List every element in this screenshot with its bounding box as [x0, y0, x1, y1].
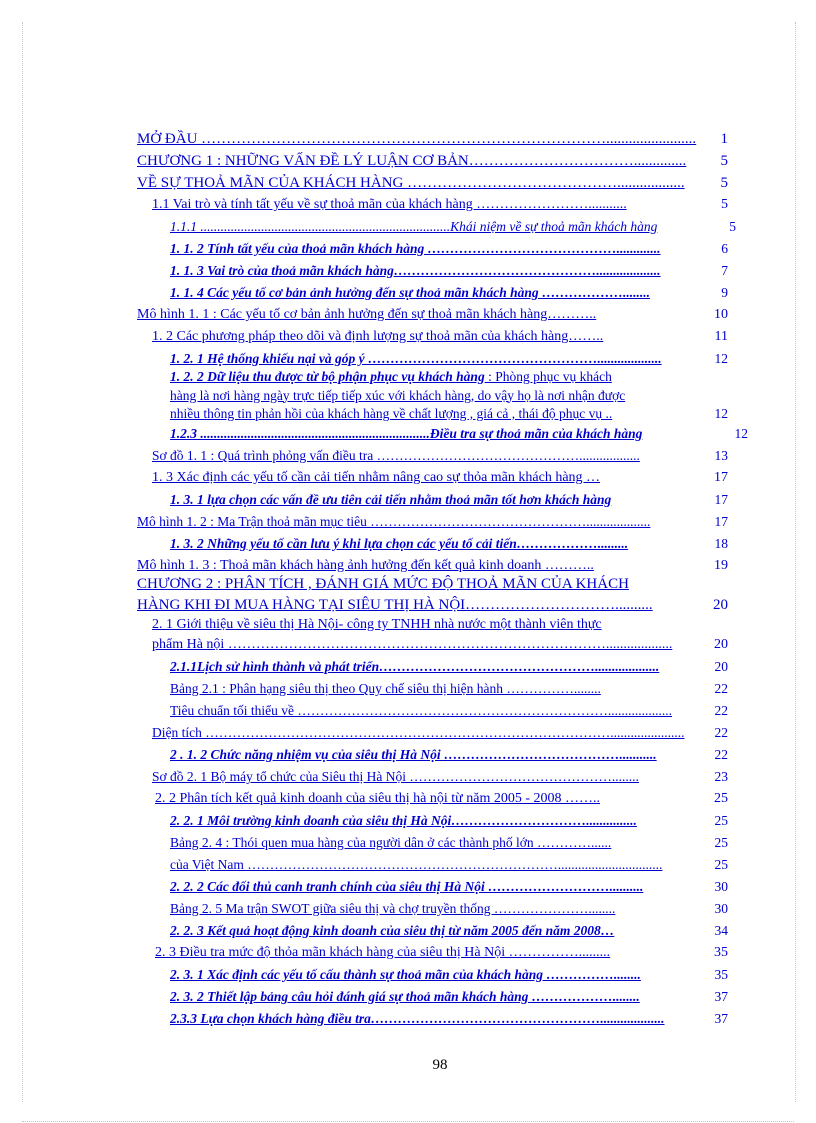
toc-entry-chapter-2[interactable]: CHƯƠNG 2 : PHÂN TÍCH , ĐÁNH GIÁ MỨC ĐỘ THOẢ MÃN CỦA KHÁCH: [137, 576, 629, 592]
toc-page-number: 30: [714, 879, 728, 894]
toc-page-number: 22: [714, 703, 728, 718]
toc-page-number: 20: [713, 597, 728, 613]
toc-entry-chapter-2-cont[interactable]: HÀNG KHI ĐI MUA HÀNG TẠI SIÊU THỊ HÀ NỘI………………………….......... 20: [137, 597, 728, 613]
toc-entry-model-1-3[interactable]: Mô hình 1. 3 : Thoả mãn khách hàng ảnh hưởng đến kết quả kinh doanh ……….. 19: [137, 558, 728, 573]
toc-page-number: 20: [714, 637, 728, 652]
toc-entry-area[interactable]: Diện tích ………………………………………………………………………………...................... 22: [152, 725, 728, 740]
toc-entry-chapter-1[interactable]: CHƯƠNG 1 : NHỮNG VẤN ĐỀ LÝ LUẬN CƠ BẢN…………………………….............. 5: [137, 153, 728, 169]
toc-page-number: 5: [729, 219, 736, 234]
toc-line: nhiều thông tin phản hồi của khách hàng về chất lượng , giá cả , thái độ phục vụ .. 12: [170, 405, 728, 424]
toc-page-number: 12: [734, 426, 748, 441]
toc-entry-1-2-3[interactable]: 1.2.3 ....................................................................Điều tra sự thoả mãn của khách hàng 12: [170, 426, 748, 441]
toc-entry-2-3[interactable]: 2. 3 Điều tra mức độ thỏa mãn khách hàng của siêu thị Hà Nội ……………......... 35: [155, 945, 728, 960]
toc-line: hàng là nơi hàng ngày trực tiếp tiếp xúc với khách hàng, do vậy họ là nơi nhận được: [170, 387, 626, 403]
toc-entry-min-standard[interactable]: Tiêu chuẩn tối thiểu về ……………………………………………………………................... 22: [170, 703, 728, 718]
toc-entry-2-2-1[interactable]: 2. 2. 1 Môi trường kinh doanh của siêu thị Hà Nội…………………………............... 25: [170, 813, 728, 828]
toc-entry-2-1-cont[interactable]: phẩm Hà nội ………………………………………………………………………................... 20: [152, 637, 728, 652]
toc-page-number: 17: [714, 492, 728, 507]
toc-page-number: 25: [714, 791, 728, 806]
toc-entry-mo-dau[interactable]: MỞ ĐẦU ………………………………………………………………………........................ 1: [137, 131, 728, 147]
toc-entry-model-1-2[interactable]: Mô hình 1. 2 : Ma Trận thoả mãn mục tiêu …………………………………………................... 17: [137, 514, 728, 529]
toc-entry-1-3-1[interactable]: 1. 3. 1 lựa chọn các vấn đề ưu tiên cải tiến nhằm thoả mãn tốt hơn khách hàng 17: [170, 492, 728, 507]
page-edge: [22, 1121, 794, 1122]
toc-entry-1-3[interactable]: 1. 3 Xác định các yếu tố cần cải tiến nhằm nâng cao sự thỏa mãn khách hàng … 17: [152, 470, 728, 485]
toc-entry-diagram-1-1[interactable]: Sơ đồ 1. 1 : Quá trình phỏng vấn điều tra ……………………………………….................. 13: [152, 448, 728, 463]
page-number: 98: [432, 1057, 448, 1073]
toc-entry-2-2-3[interactable]: 2. 2. 3 Kết quả hoạt động kinh doanh của siêu thị từ năm 2005 đến năm 2008… 34: [170, 923, 728, 938]
toc-entry-2-3-1[interactable]: 2. 3. 1 Xác định các yếu tố cấu thành sự thoả mãn của khách hàng ……………........ 35: [170, 967, 728, 982]
toc-page-number: 30: [714, 901, 728, 916]
toc-page-number: 22: [714, 747, 728, 762]
toc-page-number: 12: [714, 351, 728, 366]
toc-entry-1-1[interactable]: 1.1 Vai trò và tính tất yếu về sự thoả mãn của khách hàng ……………………........... 5: [152, 197, 728, 212]
toc-page-number: 34: [714, 923, 728, 938]
toc-page-number: 18: [714, 536, 728, 551]
toc-page-number: 22: [714, 681, 728, 696]
toc-entry-table-2-4-cont[interactable]: của Việt Nam ……………………………………………………………............................... 25: [170, 857, 728, 872]
toc-entry-2-1-1[interactable]: 2.1.1Lịch sử hình thành và phát triển…………………………………………................... 20: [170, 659, 728, 674]
toc-page-number: 20: [714, 659, 728, 674]
toc-page-number: 5: [720, 175, 728, 191]
toc-page-number: 12: [715, 405, 729, 424]
toc-entry-chapter-1-cont[interactable]: VỀ SỰ THOẢ MÃN CỦA KHÁCH HÀNG …………………………………….................. 5: [137, 175, 728, 191]
toc-entry-2-2-2[interactable]: 2. 2. 2 Các đối thủ canh tranh chính của siêu thị Hà Nội ……………………….......... 30: [170, 879, 728, 894]
toc-entry-2-2[interactable]: 2. 2 Phân tích kết quả kinh doanh của siêu thị hà nội từ năm 2005 - 2008 …….. 25: [155, 791, 728, 806]
toc-entry-2-1[interactable]: 2. 1 Giới thiệu về siêu thị Hà Nội- công ty TNHH nhà nước một thành viên thực: [152, 617, 602, 632]
toc-entry-model-1-1[interactable]: Mô hình 1. 1 : Các yếu tố cơ bản ảnh hưởng đến sự thoả mãn khách hàng……….. 10: [137, 307, 728, 322]
toc-entry-diagram-2-1[interactable]: Sơ đồ 2. 1 Bộ máy tổ chức của Siêu thị Hà Nội ………………………………………........ 23: [152, 769, 728, 784]
toc-page-number: 13: [714, 448, 728, 463]
toc-entry-1-3-2[interactable]: 1. 3. 2 Những yếu tố cần lưu ý khi lựa chọn các yếu tố cải tiến………………......... 18: [170, 536, 728, 551]
toc-page-number: 1: [720, 131, 728, 147]
toc-entry-2-3-3[interactable]: 2.3.3 Lựa chọn khách hàng điều tra……………………………………………................... 37: [170, 1011, 728, 1026]
toc-entry-1-2[interactable]: 1. 2 Các phương pháp theo dõi và định lượng sự thoả mãn của khách hàng…….. 11: [152, 329, 728, 344]
toc-page-number: 11: [714, 329, 728, 344]
toc-entry-table-2-1[interactable]: Bảng 2.1 : Phân hạng siêu thị theo Quy chế siêu thị hiện hành ……………........ 22: [170, 681, 728, 696]
toc-entry-1-1-2[interactable]: 1. 1. 2 Tính tất yếu của thoả mãn khách hàng ……………………………………............. 6: [170, 241, 728, 256]
toc-entry-1-1-3[interactable]: 1. 1. 3 Vai trò của thoả mãn khách hàng………………………………………................... 7: [170, 263, 728, 278]
toc-entry-1-1-4[interactable]: 1. 1. 4 Các yếu tố cơ bản ảnh hưởng đến sự thoả mãn khách hàng ………………........ 9: [170, 285, 728, 300]
toc-entry-1-1-1[interactable]: 1.1.1 ..........................................................................Khái niệm về sự thoả mãn khách hàng 5: [170, 219, 736, 234]
toc-page-number: 9: [721, 285, 728, 300]
toc-entry-2-1-2[interactable]: 2 . 1. 2 Chức năng nhiệm vụ của siêu thị Hà Nội …………………………………........... 22: [170, 747, 728, 762]
toc-page-number: 17: [714, 470, 728, 485]
toc-page-number: 17: [714, 514, 728, 529]
toc-page-number: 22: [714, 725, 728, 740]
toc-page-number: 7: [721, 263, 728, 278]
toc-entry-1-2-2[interactable]: [170, 368, 728, 424]
toc-page-number: 23: [714, 769, 728, 784]
toc-page-number: 35: [714, 945, 728, 960]
toc-entry-table-2-4[interactable]: Bảng 2. 4 : Thói quen mua hàng của người dân ở các thành phố lớn …………...... 25: [170, 835, 728, 850]
toc-line: 1. 2. 2 Dữ liệu thu được từ bộ phận phục vụ khách hàng : Phòng phục vụ khách: [170, 369, 612, 384]
toc-entry-table-2-5[interactable]: Bảng 2. 5 Ma trận SWOT giữa siêu thị và chợ truyền thống …………………........ 30: [170, 901, 728, 916]
toc-page-number: 25: [714, 813, 728, 828]
toc-entry-2-3-2[interactable]: 2. 3. 2 Thiết lập bảng câu hỏi đánh giá sự thoả mãn khách hàng ………………........ 37: [170, 989, 728, 1004]
toc-page-number: 5: [720, 153, 728, 169]
toc-page-number: 37: [714, 1011, 728, 1026]
toc-page-number: 10: [714, 307, 728, 322]
toc-page-number: 35: [714, 967, 728, 982]
toc-page-number: 25: [714, 857, 728, 872]
toc-page-number: 5: [721, 197, 728, 212]
toc-entry-1-2-1[interactable]: 1. 2. 1 Hệ thống khiếu nại và góp ý ……………………………………………................... 12: [170, 351, 728, 366]
toc-page-number: 37: [714, 989, 728, 1004]
toc-page-number: 6: [721, 241, 728, 256]
toc-page-number: 19: [714, 558, 728, 573]
toc-page-number: 25: [714, 835, 728, 850]
